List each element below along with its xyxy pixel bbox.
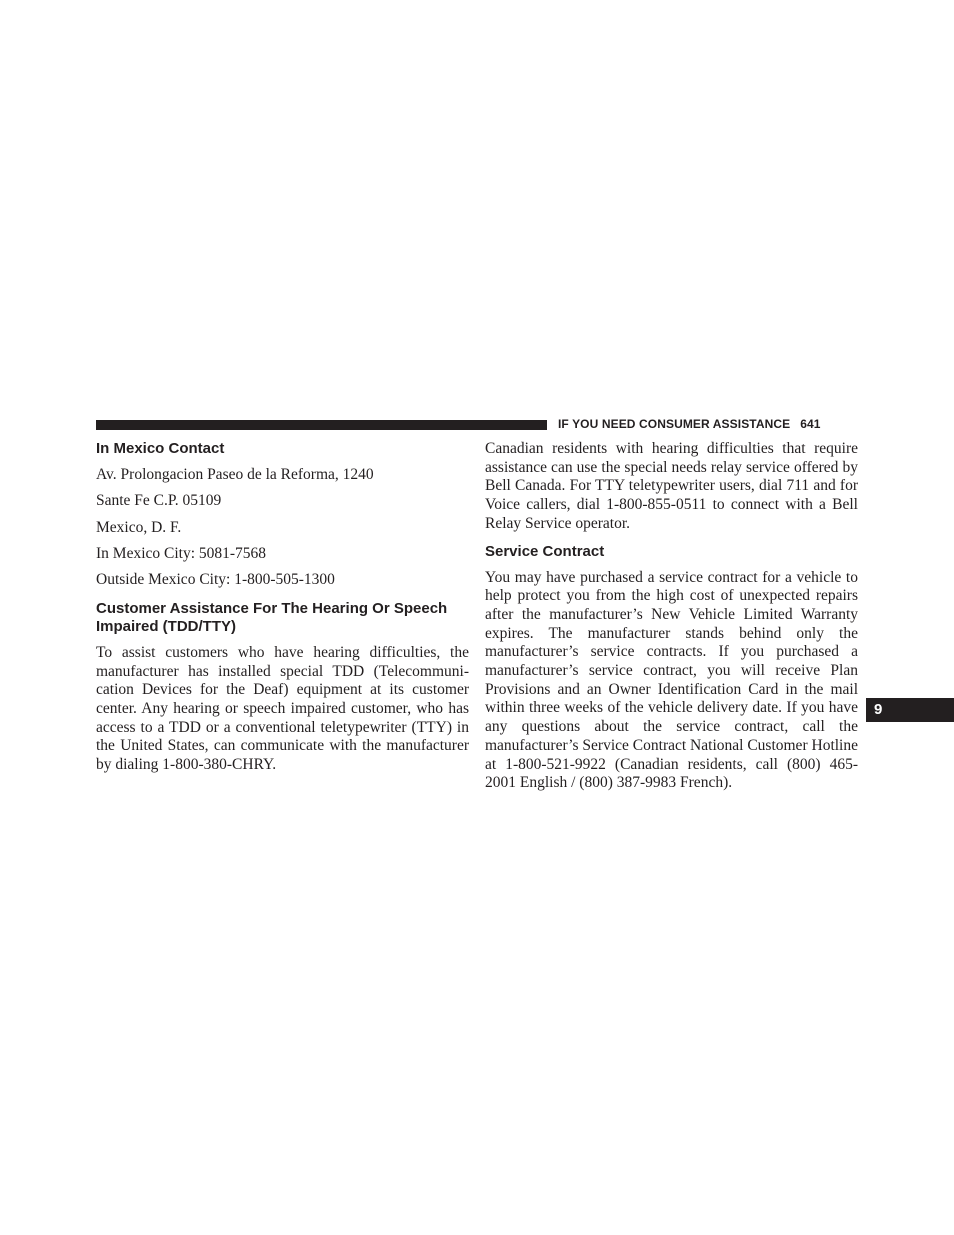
address-line-street: Av. Prolongacion Paseo de la Reforma, 1240 <box>96 466 374 483</box>
canada-relay-paragraph: Canadian residents with hearing difficulties that require assistance can use the special needs relay service offered by Bell Canada. For TTY teletypewriter users, dial 711 and for Voice callers, dial 1-800-855-0511 to connect with a Bell Relay Service operator. <box>485 440 858 532</box>
section-title: IF YOU NEED CONSUMER ASSISTANCE <box>558 417 791 431</box>
hearing-impaired-paragraph: To assist customers who have hearing difficulties, the manufacturer has installed special TDD (Telecommunication Devices for the Deaf) equipment at its customer center. Any hearing or speech impaired customer, who has access to a TDD or a conventional teletypewriter (TTY) in the United States, can communicate with the manufacturer by dialing 1-800-380-CHRY. <box>96 643 469 774</box>
phone-outside-mexico-city: Outside Mexico City: 1-800-505-1300 <box>96 571 335 589</box>
phone-mexico-city: In Mexico City: 5081-7568 <box>96 544 267 562</box>
mexico-contact-heading: In Mexico Contact <box>96 440 225 457</box>
service-contract-heading: Service Contract <box>485 542 605 560</box>
right-column <box>485 440 858 793</box>
service-contract-paragraph: You may have purchased a service contract for a vehicle to help protect you from the high cost of unexpected repairs after the manufacturer’s New Vehicle Limited Warranty expires. The manufacturer stands behind only the manufacturer’s service contracts. If you purchased a manufacturer’s service contract, you will receive Plan Provisions and an Owner Identification Card in the mail within three weeks of the vehicle delivery date. If you have any questions about the service contract, call the manufacturer’s Service Contract National Customer Hotline at 1-800-521-9922 (Canadian residents, call (800) 465-2001 English / (800) 387-9983 French). <box>485 568 858 792</box>
running-header <box>558 417 821 431</box>
hearing-impaired-heading: Customer Assistance For The Hearing Or Speech Impaired (TDD/TTY) <box>96 599 448 635</box>
page-number: 641 <box>800 417 821 431</box>
header-rule <box>96 420 547 430</box>
left-column <box>96 440 469 775</box>
address-line-postal: Sante Fe C.P. 05109 <box>96 492 222 510</box>
chapter-number: 9 <box>874 701 883 718</box>
chapter-tab <box>866 698 954 722</box>
address-line-city: Mexico, D. F. <box>96 518 182 536</box>
